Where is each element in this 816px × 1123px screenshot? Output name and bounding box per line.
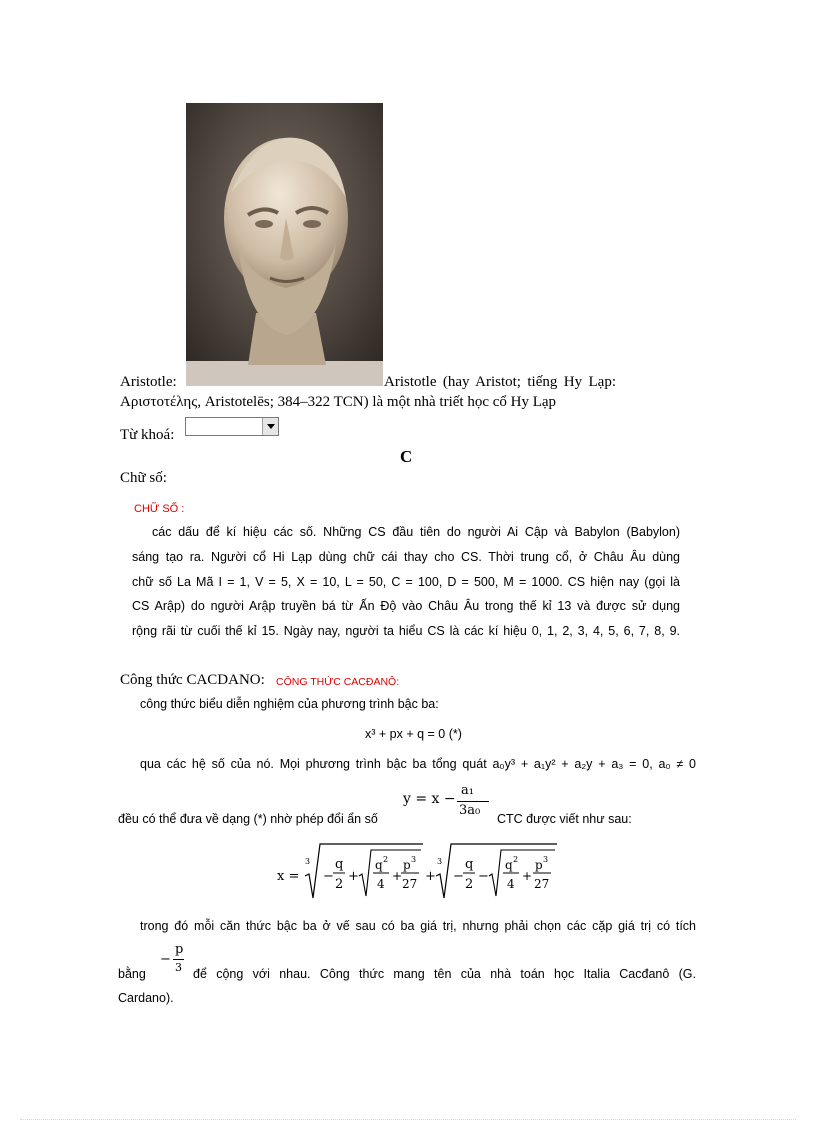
svg-text:3: 3: [411, 855, 417, 864]
keyword-select[interactable]: [185, 417, 279, 436]
keyword-label: Từ khoá:: [120, 427, 175, 443]
note-line-3: Cardano).: [118, 991, 174, 1005]
chu-so-heading: CHỮ SỐ :: [134, 503, 185, 515]
svg-text:p: p: [403, 858, 411, 872]
page-bottom-border: [20, 1119, 796, 1120]
fraction-p-denominator: 3: [175, 961, 182, 974]
svg-text:2: 2: [335, 877, 344, 892]
svg-text:2: 2: [513, 855, 519, 864]
svg-text:+: +: [348, 869, 359, 884]
svg-text:−: −: [478, 869, 489, 884]
cacdano-heading: CÔNG THỨC CACĐANÔ:: [276, 676, 400, 688]
aristotle-description-line-2: Αριστοτέλης, Aristotelēs; 384–322 TCN) là một nhà triết học cổ Hy Lạp: [120, 394, 557, 410]
chu-so-line-2: sáng tạo ra. Người cổ Hi Lạp dùng chữ cái thay cho CS. Thời trung cổ, ở Châu Âu dùng: [132, 550, 680, 564]
chu-so-line-3: chữ số La Mã I = 1, V = 5, X = 10, L = 50, C = 100, D = 500, M = 1000. CS hiện nay (gọi là: [132, 575, 680, 589]
note-line-2b: để cộng với nhau. Công thức mang tên của nhà toán học Italia Cacđanô (G.: [193, 967, 696, 981]
svg-text:27: 27: [534, 877, 550, 891]
document-page: Aristotle: Aristotle (hay Aristot; tiếng Hy Lạp: Αριστοτέλης, Aristotelēs; 384–322 TCN) là một nhà triết học cổ Hy Lạp Từ khoá: C Chữ số: CHỮ SỐ : các dấu để kí hiệu các số. Những CS đầu tiên do người Ai Cập và Babylon (Babylon) sáng tạo ra. Người cổ Hi Lạp dùng chữ cái thay cho CS. Thời trung cổ, ở Châu Âu dùng chữ số La Mã I = 1, V = 5, X = 10, L = 50, C = 100, D = 500, M = 1000. CS hiện nay (gọi là CS Arập) do người Arập truyền bá từ Ấn Độ vào Châu Âu trong thế kỉ 13 và được sử dụng rộng rãi từ cuối thế kỉ 15. Ngày nay, người ta hiểu CS là các kí hiệu 0, 1, 2, 3, 4, 5, 6, 7, 8, 9. Công thức CACDANO: CÔNG THỨC CACĐANÔ: công thức biểu diễn nghiệm của phương trình bậc ba: x³ + px + q = 0 (*) qua các hệ số của nó. Mọi phương trình bậc ba tổng quát a₀y³ + a₁y² + a₂y + a₃ = 0, a₀ ≠ 0 y = x − a₁ 3a₀ đều có thể đưa về dạng (*) nhờ phép đổi ẩn số CTC được viết như sau: x = 3 − q 2 + q 2 4 + p 3 27 + 3 − q 2 − q 2 4 + p 3 27 trong đó mỗi căn thức bậc ba ở vế sau có ba giá trị, nhưng phải chọn các cặp giá trị có tích − p 3 bằng để cộng với nhau. Công thức mang tên của nhà toán học Italia Cacđanô (G. Cardano).: [0, 0, 816, 1123]
chu-so-line-4: CS Arập) do người Arập truyền bá từ Ấn Độ vào Châu Âu trong thế kỉ 13 và được sử dụng: [132, 599, 680, 613]
chu-so-line-5: rộng rãi từ cuối thế kỉ 15. Ngày nay, người ta hiểu CS là các kí hiệu 0, 1, 2, 3, 4, 5, 6, 7, 8, 9.: [132, 624, 680, 638]
substitution-denominator: 3a₀: [459, 803, 481, 818]
chevron-down-icon[interactable]: [262, 418, 278, 435]
cubic-equation: x³ + px + q = 0 (*): [365, 727, 462, 741]
svg-text:27: 27: [402, 877, 418, 891]
aristotle-description-line-1: Aristotle (hay Aristot; tiếng Hy Lạp:: [384, 374, 616, 390]
transform-line-b: CTC được viết như sau:: [497, 812, 632, 826]
svg-text:−: −: [323, 869, 334, 884]
cacdano-intro: công thức biểu diễn nghiệm của phương trình bậc ba:: [140, 697, 439, 711]
svg-text:p: p: [535, 858, 543, 872]
aristotle-label: Aristotle:: [120, 374, 177, 390]
cardano-formula-graphic: [275, 840, 565, 902]
chu-so-label: Chữ số:: [120, 470, 167, 486]
svg-text:3: 3: [543, 855, 549, 864]
note-line-2a: bằng: [118, 967, 146, 981]
svg-text:+: +: [522, 869, 533, 883]
svg-text:2: 2: [383, 855, 389, 864]
svg-text:x =: x =: [277, 869, 300, 884]
svg-text:4: 4: [507, 877, 515, 891]
transform-line-a: đều có thể đưa về dạng (*) nhờ phép đổi ẩn số: [118, 812, 378, 826]
svg-text:q: q: [465, 857, 474, 872]
svg-text:2: 2: [465, 877, 474, 892]
svg-text:+: +: [392, 869, 403, 883]
svg-text:3: 3: [305, 857, 311, 866]
letter-heading: C: [400, 447, 413, 466]
svg-text:−: −: [453, 869, 464, 884]
svg-text:q: q: [505, 858, 513, 872]
svg-text:+: +: [425, 869, 436, 884]
substitution-numerator: a₁: [461, 783, 474, 798]
fraction-bar: [457, 801, 489, 802]
cardano-formula: [275, 840, 565, 907]
note-line-1: trong đó mỗi căn thức bậc ba ở vế sau có ba giá trị, nhưng phải chọn các cặp giá trị có tích: [140, 919, 696, 933]
substitution-lhs: y = x −: [403, 791, 456, 807]
svg-text:q: q: [335, 857, 344, 872]
aristotle-bust-photo: [186, 103, 383, 386]
fraction-bar-p: [173, 959, 184, 960]
fraction-p-numerator: p: [175, 942, 184, 957]
svg-text:q: q: [375, 858, 383, 872]
cacdano-label: Công thức CACDANO:: [120, 672, 265, 688]
general-cubic-line: qua các hệ số của nó. Mọi phương trình bậc ba tổng quát a₀y³ + a₁y² + a₂y + a₃ = 0, a₀ ≠ 0: [140, 757, 696, 771]
svg-text:3: 3: [437, 857, 443, 866]
chu-so-line-1: các dấu để kí hiệu các số. Những CS đầu tiên do người Ai Cập và Babylon (Babylon): [152, 525, 680, 539]
svg-text:4: 4: [377, 877, 385, 891]
